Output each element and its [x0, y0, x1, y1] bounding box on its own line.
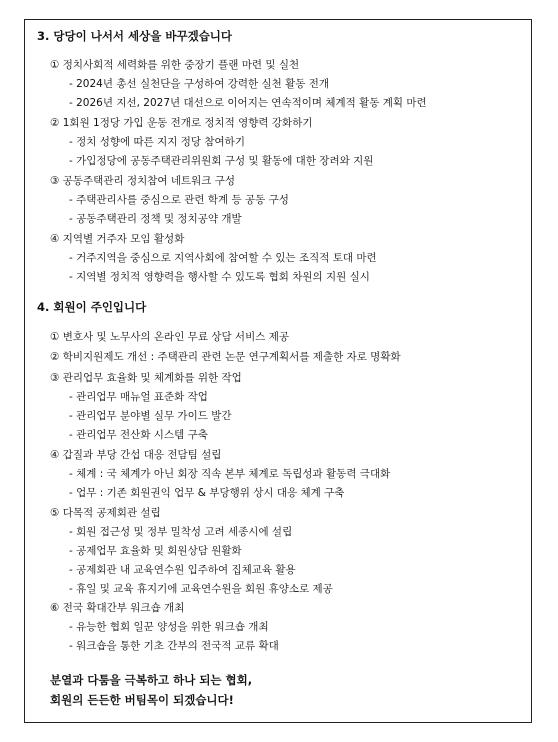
- section-4-item-3: ③ 관리업무 효율화 및 체계화를 위한 작업: [50, 372, 242, 384]
- section-3-item-2: ② 1회원 1정당 가입 운동 전개로 정치적 영향력 강화하기: [50, 117, 313, 129]
- closing-line-2: 회원의 든든한 버팀목이 되겠습니다!: [50, 693, 234, 707]
- section-3-item-1-sub-1: - 2024년 총선 실천단을 구성하여 강력한 실천 활동 전개: [69, 78, 330, 90]
- section-3-item-1: ① 정치사회적 세력화를 위한 중장기 플랜 마련 및 실천: [50, 59, 300, 71]
- section-4-item-4-sub-1: - 체계 : 국 체계가 아닌 회장 직속 본부 체계로 독립성과 활동력 극대화: [69, 468, 391, 480]
- section-3-heading: 3. 당당이 나서서 세상을 바꾸겠습니다: [37, 29, 233, 43]
- section-4-item-3-sub-1: - 관리업무 매뉴얼 표준화 작업: [69, 391, 208, 403]
- section-4-item-5-sub-1: - 회원 접근성 및 정부 밀착성 고려 세종시에 설립: [69, 526, 293, 538]
- section-4-item-4-sub-2: - 업무 : 기존 회원권익 업무 & 부당행위 상시 대응 체계 구축: [69, 487, 345, 499]
- section-4-item-6-sub-1: - 유능한 협회 일꾼 양성을 위한 워크숍 개최: [69, 621, 269, 633]
- section-3-item-4-sub-1: - 거주지역을 중심으로 지역사회에 참여할 수 있는 조직적 토대 마련: [69, 252, 377, 264]
- section-3-item-3-sub-1: - 주택관리사를 중심으로 관련 학계 등 공동 구성: [69, 194, 289, 206]
- section-3-item-3: ③ 공동주택관리 정치참여 네트워크 구성: [50, 175, 236, 187]
- section-3-item-2-sub-2: - 가입정당에 공동주택관리위원회 구성 및 활동에 대한 장려와 지원: [69, 155, 374, 167]
- section-4-item-3-sub-3: - 관리업무 전산화 시스템 구축: [69, 429, 208, 441]
- section-3-item-3-sub-2: - 공동주택관리 정책 및 정치공약 개발: [69, 213, 242, 225]
- section-3-item-4-sub-2: - 지역별 정치적 영향력을 행사할 수 있도록 협회 차원의 지원 실시: [69, 271, 370, 283]
- closing-line-1: 분열과 다툼을 극복하고 하나 되는 협회,: [50, 673, 253, 687]
- section-4-item-5-sub-3: - 공제회관 내 교육연수원 입주하여 집체교육 활용: [69, 564, 296, 576]
- section-3-item-1-sub-2: - 2026년 지선, 2027년 대선으로 이어지는 연속적이며 체계적 활동 계획 마련: [69, 97, 427, 109]
- section-3-item-4: ④ 지역별 거주자 모임 활성화: [50, 233, 185, 245]
- section-3-item-2-sub-1: - 정치 성향에 따른 지지 정당 참여하기: [69, 136, 245, 148]
- section-4-item-5-sub-2: - 공제업무 효율화 및 회원상담 원활화: [69, 545, 242, 557]
- section-4-item-6: ⑥ 전국 확대간부 워크숍 개최: [50, 602, 185, 614]
- section-4-heading: 4. 회원이 주인입니다: [37, 300, 147, 314]
- section-4-item-5-sub-4: - 휴일 및 교육 휴지기에 교육연수원을 회원 휴양소로 제공: [69, 583, 333, 595]
- section-4-item-5: ⑤ 다목적 공제회관 설립: [50, 507, 161, 519]
- section-4-item-1: ① 변호사 및 노무사의 온라인 무료 상담 서비스 제공: [50, 331, 289, 343]
- section-4-item-2: ② 학비지원제도 개선 : 주택관리 관련 논문 연구계획서를 제출한 자로 명확화: [50, 351, 401, 363]
- section-4-item-3-sub-2: - 관리업무 분야별 실무 가이드 발간: [69, 410, 232, 422]
- section-4-item-6-sub-2: - 워크숍을 통한 기초 간부의 전국적 교류 확대: [69, 640, 279, 652]
- section-4-item-4: ④ 갑질과 부당 간섭 대응 전담팀 설립: [50, 449, 222, 461]
